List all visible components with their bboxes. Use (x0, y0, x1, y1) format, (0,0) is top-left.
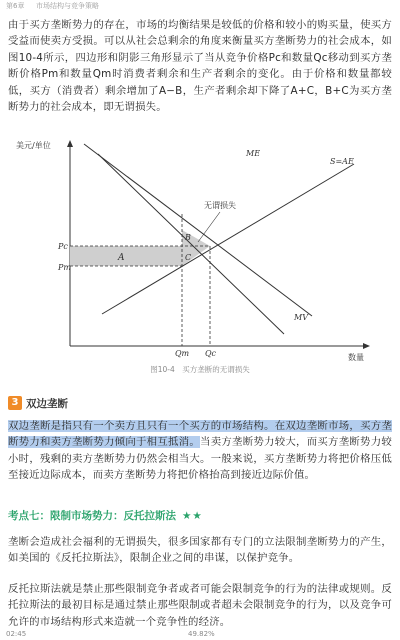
paragraph-antitrust: 反托拉斯法就是禁止那些限制竞争者或者可能会限制竞争的行为的法律或规则。反托拉斯法的最初目标是通过禁止那些限制或者超未会限制竞争的行为，以及竞争可允许的市场结构形式来造就一个竞争性的经济。 (8, 583, 392, 628)
monopsony-figure (14, 134, 386, 366)
pm-label: Pm (58, 263, 71, 272)
importance-stars: ★★ (182, 510, 203, 522)
paragraph-monopsony-cost: 由于买方垄断势力的存在，市场的均衡结果是较低的价格和较小的购买量，使买方受益而使卖方受损。可以从社会总剩余的角度来衡量买方垄断势力的社会成本，如图10-4所示，四边形和阴影三角形显示了当从竞争价格Pc和数量Qc移动到买方垄断价格Pm和数量Qm时消费者剩余和生产者剩余的变化。由于价格和数量都较低，买方（消费者）剩余增加了A−B，生产者剩余却下降了A+C，B+C为买方垄断势力的社会成本，即无谓损失。 (8, 19, 392, 114)
paragraph-bilateral-monopoly (8, 418, 392, 484)
reading-progress: 49.82% (188, 630, 215, 638)
reader-top-bar (0, 0, 400, 12)
x-axis-label: 数量 (348, 353, 364, 362)
y-axis-arrow (67, 140, 73, 147)
paragraph-rest: 当卖方垄断势力较大，而买方垄断势力较小时，残剩的卖方垄断势力仍然会相当大。一般来说，买方垄断势力将把价格压低至接近边际成本，而卖方垄断势力将把价格抬高到接近边际价值。 (8, 436, 392, 482)
curve-mv (84, 144, 312, 316)
clock-time: 02:45 (6, 630, 27, 638)
section-title: 双边垄断 (26, 397, 68, 410)
key-point-title: 考点七：限制市场势力：反托拉斯法 (8, 510, 176, 522)
x-axis-arrow (363, 343, 370, 349)
section-number-badge: 3 (8, 396, 22, 410)
deadweight-label: 无谓损失 (204, 201, 236, 210)
paragraph-welfare-loss: 垄断会造成社会福利的无谓损失，很多国家都有专门的立法限制垄断势力的产生，如美国的《反托拉斯法》，限制企业之间的串谋，以保护竞争。 (8, 536, 392, 565)
deadweight-pointer (198, 212, 220, 242)
section-label: 市场结构与竞争策略 (36, 2, 99, 10)
area-a-label: A (118, 253, 125, 263)
area-c-label: C (185, 253, 192, 262)
curve-me (98, 154, 284, 334)
pc-label: Pc (58, 242, 68, 251)
reader-bottom-bar (0, 628, 400, 640)
y-axis-label: 美元/单位 (16, 141, 51, 150)
qc-label: Qc (205, 349, 217, 358)
area-b-label: B (185, 233, 191, 242)
figure-caption: 图10-4 买方垄断的无谓损失 (150, 365, 250, 374)
monopsony-diagram (14, 134, 386, 366)
area-a-shade (70, 246, 182, 266)
section-heading (8, 395, 68, 411)
key-point-heading (8, 508, 203, 523)
qm-label: Qm (175, 349, 190, 358)
mv-label: MV (294, 313, 308, 322)
highlighted-text[interactable]: 双边垄断是指只有一个卖方且只有一个买方的市场结构。在双边垄断市场，买方垄断势力和卖方垄断势力倾向于相互抵消。 (8, 420, 392, 449)
chapter-label: 第6章 (6, 2, 25, 10)
s-ae-label: S=AE (330, 157, 354, 166)
me-label: ME (246, 149, 261, 158)
